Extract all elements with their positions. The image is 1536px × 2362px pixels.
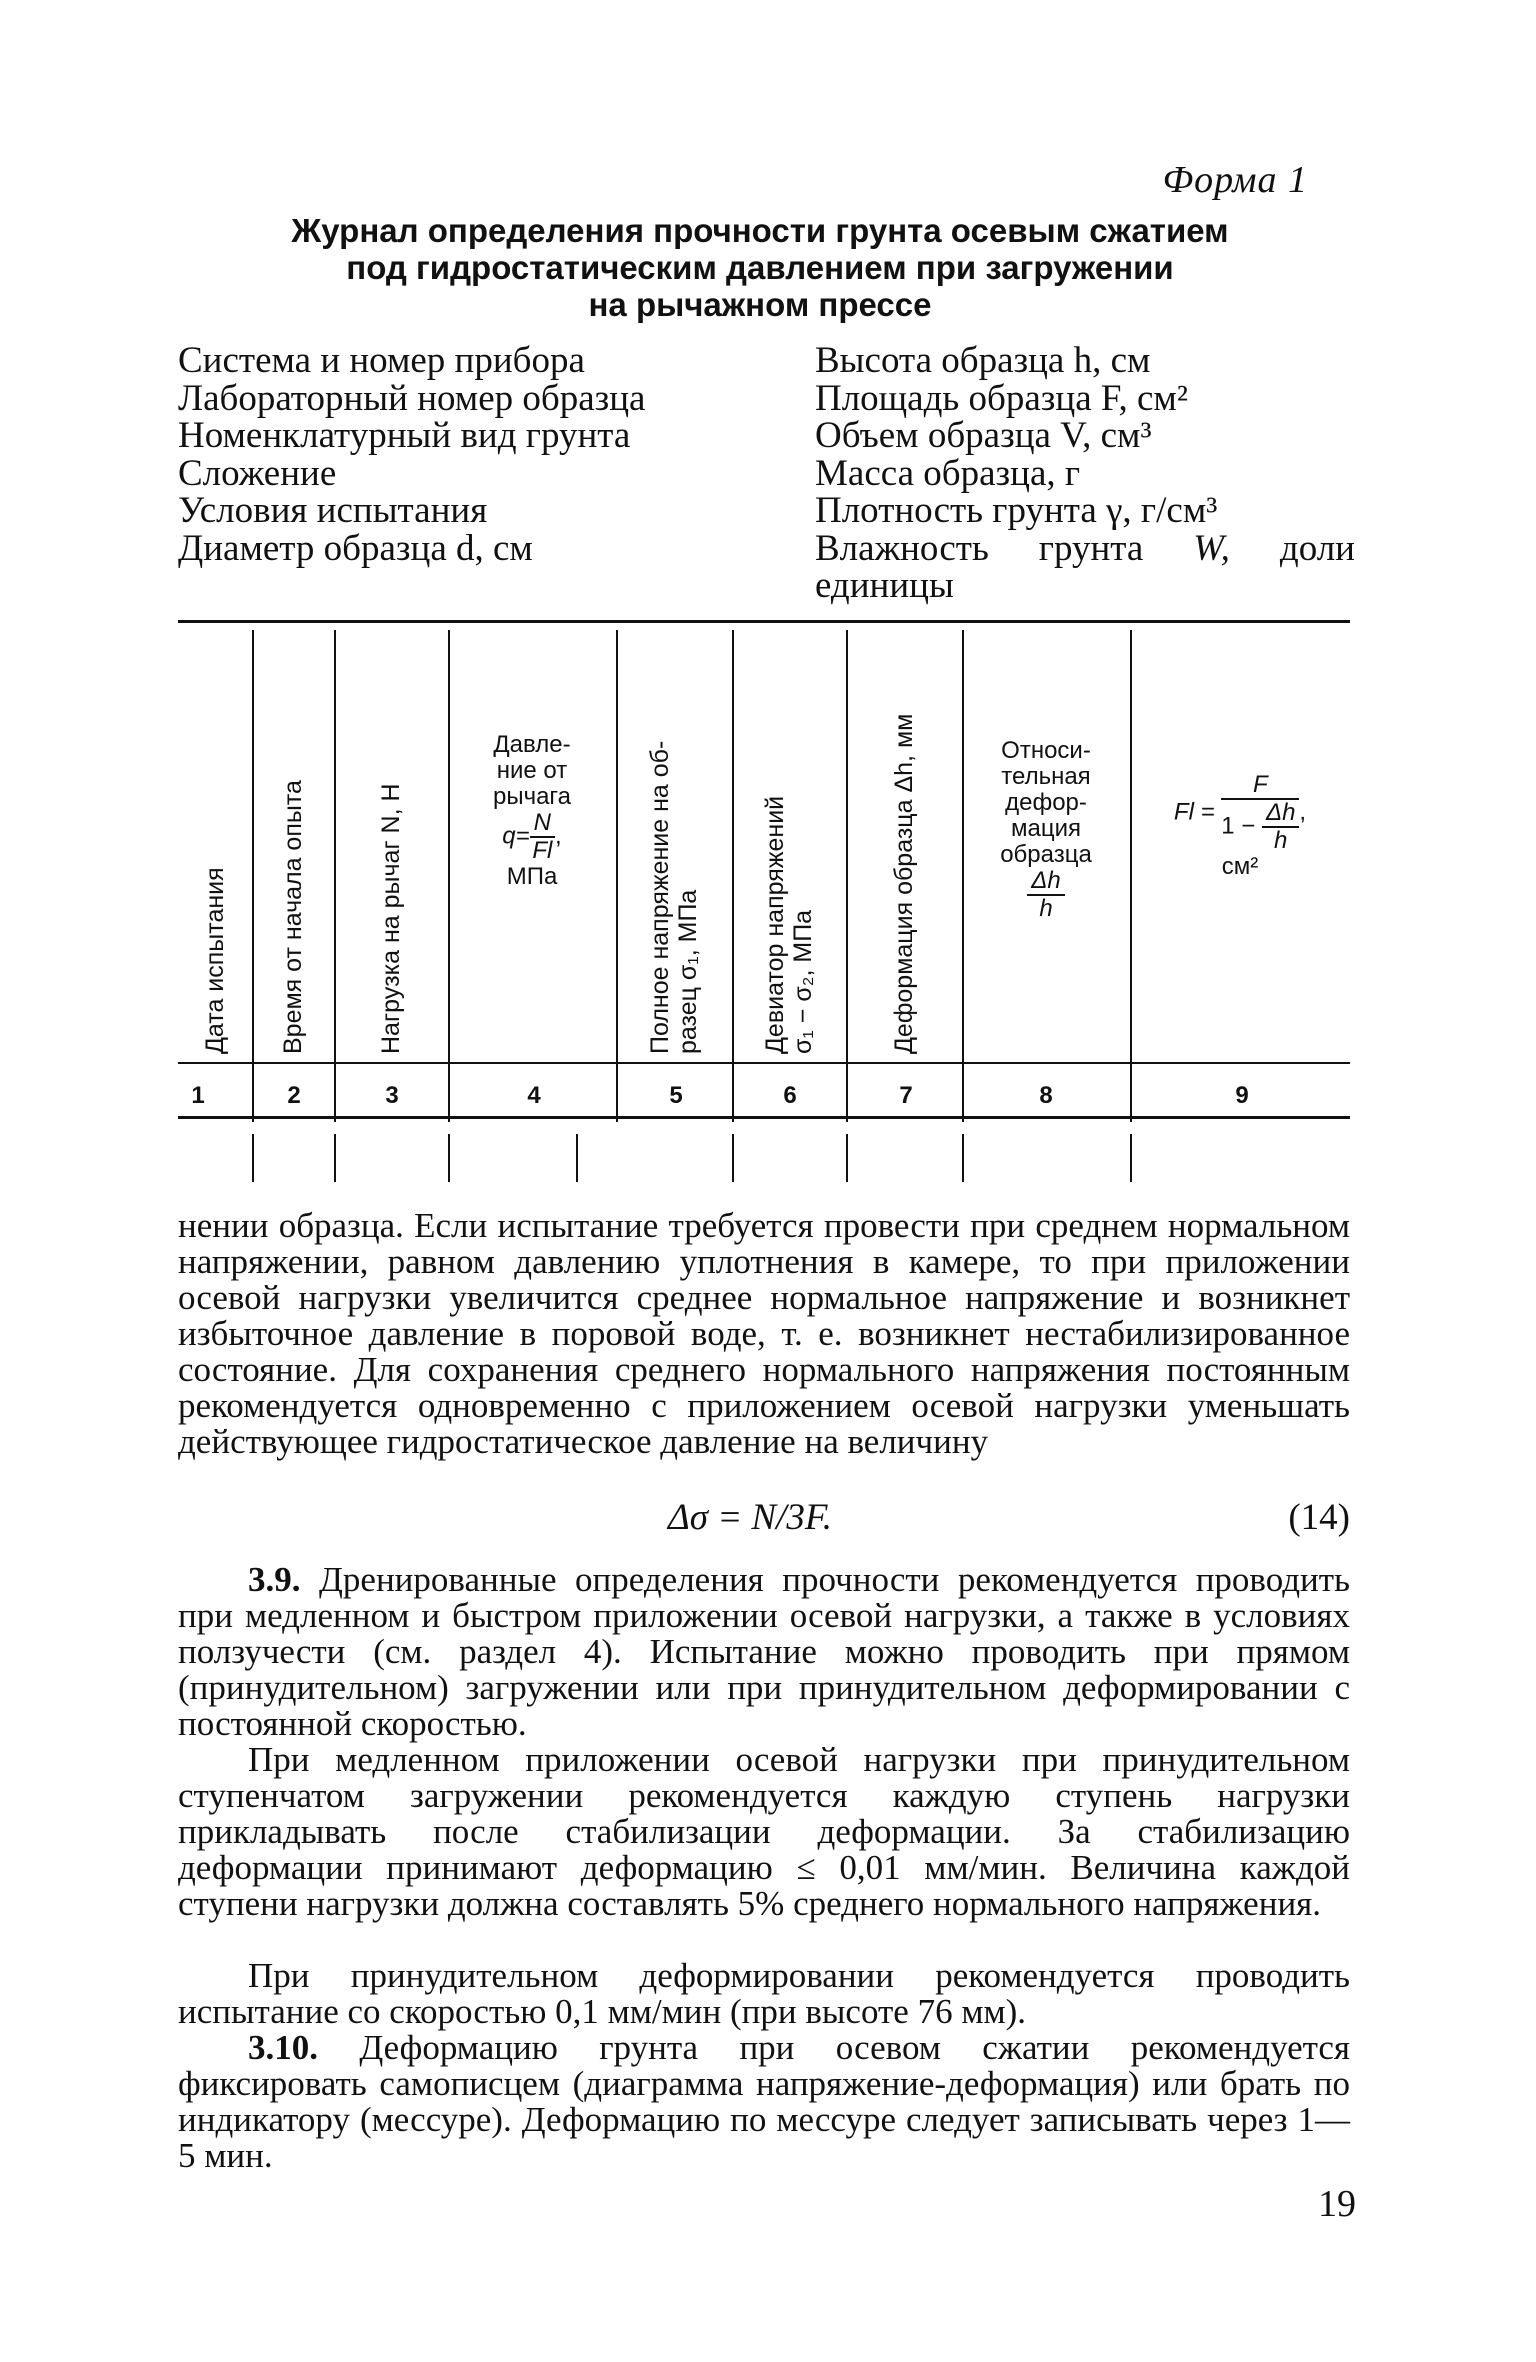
info-line: Масса образца, г	[815, 452, 1081, 494]
info-line: единицы	[815, 565, 954, 606]
form-label: Форма 1	[1162, 159, 1308, 201]
paragraph-3-9	[178, 1562, 1350, 1742]
sample-info-left	[178, 342, 778, 567]
body-paragraph	[178, 2030, 1350, 2174]
fraction-denominator	[1221, 800, 1299, 854]
fraction-denominator: h	[1274, 827, 1288, 854]
fraction-numerator: N	[530, 810, 555, 838]
title-line: на рычажном прессе	[588, 286, 932, 323]
fraction-denominator: h	[1039, 895, 1053, 922]
column-continuation-tick	[252, 1134, 254, 1182]
header-label	[448, 732, 616, 890]
sample-info-right	[815, 342, 1355, 605]
body-paragraph	[178, 1958, 1350, 2030]
pressure-formula: q= $\frac{N}{Fl}$ ,	[502, 809, 562, 864]
punctuation: ,	[1299, 798, 1307, 826]
header-label: Нагрузка на рычаг N, Н	[377, 783, 405, 1054]
paragraph-text: При медленном приложении осевой нагрузки при принудительном ступенчатом загружении рекомендуется каждую ступень нагрузки прикладывать после стабилизации деформации. За стабилизацию деформации принимают деформацию ≤ 0,01 мм/мин. Величина каждой ступени нагрузки должна составлять 5% среднего нормального напряжения.	[178, 1740, 1350, 1923]
header-text: дефор-	[1005, 789, 1087, 816]
info-line: Сложение	[178, 452, 337, 494]
paragraph-3-10	[178, 2030, 1350, 2174]
header-lever-pressure	[448, 622, 616, 1062]
header-text: σ₁ − σ₂, МПа	[789, 909, 817, 1054]
formula-lhs: Fl =	[1173, 798, 1215, 826]
header-text: мация	[1011, 815, 1081, 842]
column-number: 2	[287, 1082, 301, 1109]
column-continuation-tick	[334, 1134, 336, 1182]
column-continuation-tick	[448, 1134, 450, 1182]
header-unit: см²	[1221, 853, 1259, 880]
column-continuation-tick	[576, 1134, 578, 1182]
body-paragraph	[178, 1742, 1350, 1922]
header-corrected-area	[1130, 622, 1350, 1062]
body-paragraph	[178, 1208, 1350, 1460]
column-number: 8	[1039, 1082, 1053, 1109]
fraction	[530, 810, 555, 864]
header-label	[1130, 772, 1350, 880]
column-continuation-tick	[846, 1134, 848, 1182]
info-line: Лабораторный номер образца	[178, 377, 646, 419]
info-line: Плотность грунта γ, г/см³	[815, 490, 1218, 531]
header-label	[962, 738, 1130, 922]
fraction-numerator: Δh	[1027, 868, 1064, 896]
header-elapsed-time	[252, 622, 334, 1062]
formula-lhs: q=	[502, 822, 530, 850]
page-number: 19	[1318, 2183, 1356, 2225]
header-unit: МПа	[506, 863, 558, 890]
column-continuation-tick	[1130, 1134, 1132, 1182]
paragraph-text: нении образца. Если испытание требуется провести при среднем нормальном напряжении, равном давлению уплотнения в камере, то при приложении осевой нагрузки увеличится среднее нормальное напряжение и возникнет избыточное давление в поровой воде, т. е. возникнет нестабилизированное состояние. Для сохранения среднего нормального напряжения постоянным рекомендуется одновременно с приложением осевой нагрузки уменьшать действующее гидростатическое давление на величину	[178, 1206, 1350, 1461]
header-text: Относи-	[1001, 737, 1091, 764]
moisture-symbol: W,	[1193, 527, 1230, 569]
header-text: Давле-	[493, 731, 571, 758]
title-line: под гидростатическим давлением при загружении	[346, 249, 1174, 286]
header-text: тельная	[1001, 763, 1091, 790]
equation-14	[178, 1496, 1350, 1540]
fraction	[1221, 772, 1299, 854]
inner-fraction	[1262, 800, 1299, 854]
header-text: Девиатор напряжений	[761, 795, 789, 1054]
header-text: разец σ₁, МПа	[674, 889, 702, 1054]
paragraph-text: Деформацию грунта при осевом сжатии рекомендуется фиксировать самописцем (диаграмма напряжение-деформация) или брать по индикатору (мессуре). Деформацию по мессуре следует записывать через 1—5 мин.	[178, 2028, 1351, 2175]
header-text: образца	[1000, 841, 1092, 868]
body-paragraph	[178, 1562, 1350, 1742]
header-deformation	[846, 622, 962, 1062]
header-total-stress	[616, 622, 732, 1062]
moisture-word: Влажность	[815, 527, 989, 569]
column-continuation-tick	[962, 1134, 964, 1182]
fraction-denominator: Fl	[532, 837, 553, 864]
title-line: Журнал определения прочности грунта осевым сжатием	[291, 212, 1229, 249]
header-relative-deformation	[962, 622, 1130, 1062]
column-number: 5	[669, 1082, 683, 1109]
equation-expression: Δσ = N/3F.	[668, 1497, 832, 1538]
column-number: 7	[899, 1082, 913, 1109]
header-label: Время от начала опыта	[279, 780, 307, 1054]
info-line: Объем образца V, см³	[815, 415, 1152, 456]
column-number: 6	[783, 1082, 797, 1109]
moisture-line	[815, 527, 1355, 569]
paragraph-text: При принудительном деформировании рекомендуется проводить испытание со скоростью 0,1 мм/мин (при высоте 76 мм).	[178, 1956, 1350, 2031]
column-number: 3	[385, 1082, 399, 1109]
header-label	[646, 741, 702, 1054]
header-lever-load	[334, 622, 448, 1062]
paragraph-text: Дренированные определения прочности рекомендуется проводить при медленном и быстром приложении осевой нагрузки, а также в условиях ползучести (см. раздел 4). Испытание можно проводить при прямом (принудительном) загружении или при принудительном деформировании с постоянной скоростью.	[178, 1560, 1351, 1743]
moisture-word: доли	[1279, 527, 1355, 569]
fraction	[1027, 868, 1064, 922]
equation-number: (14)	[1288, 1497, 1350, 1538]
denominator-text: 1 −	[1221, 812, 1256, 840]
info-line: Номенклатурный вид грунта	[178, 415, 631, 456]
test-log-table	[178, 622, 1350, 1162]
header-label	[761, 796, 817, 1054]
column-number: 4	[527, 1082, 541, 1109]
fraction-numerator: Δh	[1262, 800, 1299, 828]
info-line: Высота образца h, см	[815, 340, 1151, 381]
header-text: рычага	[492, 783, 572, 810]
info-line: Система и номер прибора	[178, 340, 585, 381]
column-continuation-tick	[732, 1134, 734, 1182]
info-line: Диаметр образца d, см	[178, 527, 533, 569]
section-number: 3.10.	[248, 2028, 318, 2067]
moisture-word: грунта	[1038, 527, 1144, 569]
fraction-numerator: F	[1221, 772, 1299, 800]
column-number: 1	[191, 1082, 205, 1109]
header-label: Дата испытания	[201, 867, 229, 1054]
info-line: Площадь образца F, см²	[815, 377, 1188, 419]
section-number: 3.9.	[248, 1560, 301, 1599]
header-text: ние от	[496, 757, 568, 784]
area-formula	[1130, 772, 1350, 854]
info-line: Условия испытания	[178, 490, 488, 531]
header-stress-deviator	[732, 622, 846, 1062]
header-date	[178, 622, 252, 1062]
header-label: Деформация образца Δh, мм	[890, 713, 918, 1054]
journal-title	[180, 212, 1340, 323]
column-number: 9	[1235, 1082, 1249, 1109]
header-text: Полное напряжение на об-	[646, 740, 674, 1054]
